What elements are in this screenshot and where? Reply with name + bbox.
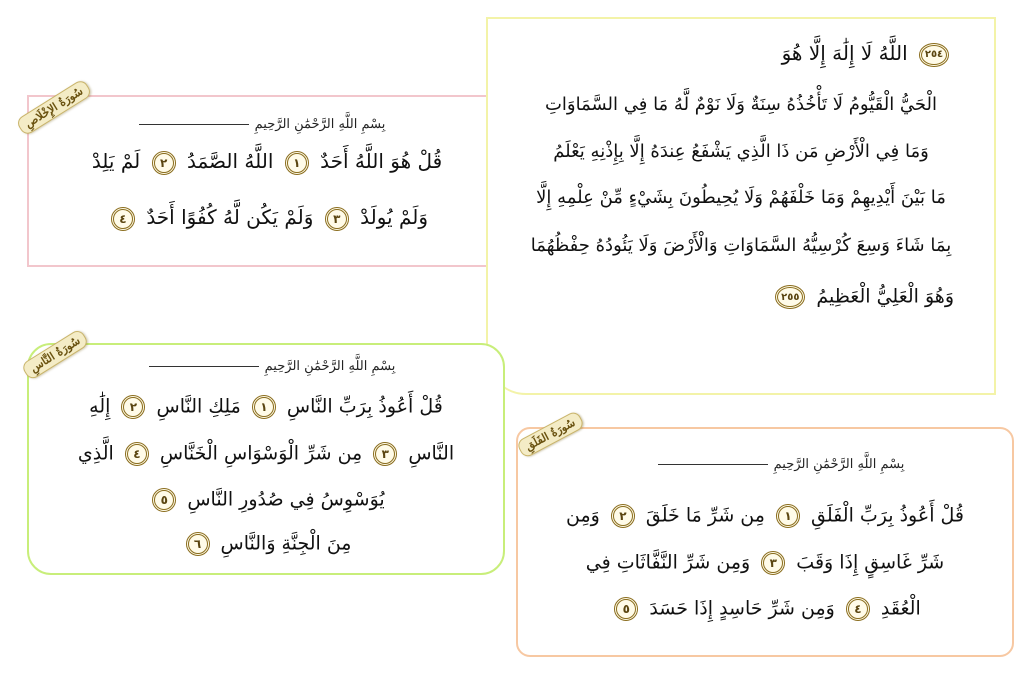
ayah-number-marker: ٣ (761, 551, 785, 575)
ayah-number-marker: ٥ (614, 597, 638, 621)
ikhlas-title-tag: سُورَةُ الإِخْلَاصِ (15, 78, 93, 136)
kursi-line-2: الْحَيُّ الْقَيُّومُ لَا تَأْخُذُهُ سِنَةٌ وَلَا نَوْمٌ لَّهُ مَا فِي السَّمَاوَاتِ (544, 94, 938, 115)
kursi-card (486, 17, 996, 395)
falaq-basmala: بِسْمِ اللَّهِ الرَّحْمَٰنِ الرَّحِيمِ (628, 457, 928, 472)
nas-line-3 (29, 488, 503, 512)
ayah-text: وَلَمْ يَكُن لَّهُ كُفُوًا أَحَدٌ (146, 205, 314, 229)
ayah-text: مَلِكِ النَّاسِ (156, 395, 241, 418)
ayah-text: وَمِن شَرِّ حَاسِدٍ إِذَا حَسَدَ (649, 597, 835, 620)
kursi-line-5: بِمَا شَاءَ وَسِعَ كُرْسِيُّهُ السَّمَاوَاتِ وَالْأَرْضَ وَلَا يَئُودُهُ حِفْظُهُمَا (530, 235, 952, 256)
kursi-line-3: وَمَا فِي الْأَرْضِ مَن ذَا الَّذِي يَشْفَعُ عِندَهُ إِلَّا بِإِذْنِهِ يَعْلَمُ (553, 141, 929, 162)
ayah-text: قُلْ هُوَ اللَّهُ أَحَدٌ (320, 149, 443, 173)
ayah-text: النَّاسِ (408, 442, 455, 465)
ayah-text: يُوَسْوِسُ فِي صُدُورِ النَّاسِ (187, 488, 385, 511)
kursi-line-4: مَا بَيْنَ أَيْدِيهِمْ وَمَا خَلْفَهُمْ وَلَا يُحِيطُونَ بِشَيْءٍ مِّنْ عِلْمِهِ إِلَّا (536, 187, 946, 208)
ayah-number-marker: ٤ (111, 207, 135, 231)
ikhlas-line-1 (29, 149, 505, 175)
ayah-number-marker: ١ (285, 151, 309, 175)
ayah-text: شَرِّ غَاسِقٍ إِذَا وَقَبَ (796, 551, 945, 574)
ayah-text: مِنَ الْجِنَّةِ وَالنَّاسِ (220, 532, 352, 555)
ayah-text: اللَّهُ لَا إِلَٰهَ إِلَّا هُوَ (781, 41, 908, 65)
ayah-text: قُلْ أَعُوذُ بِرَبِّ النَّاسِ (286, 395, 443, 418)
falaq-card (516, 427, 1014, 657)
ayah-text: اللَّهُ الصَّمَدُ (186, 149, 274, 173)
ayah-text: وَمِن شَرِّ النَّفَّاثَاتِ فِي (585, 551, 751, 574)
ayah-text: وَهُوَ الْعَلِيُّ الْعَظِيمُ (816, 285, 954, 308)
ayah-number-marker: ٢ (611, 504, 635, 528)
ayah-number-marker: ٢٥٤ (919, 43, 949, 67)
ikhlas-line-2 (29, 205, 505, 231)
falaq-line-1 (518, 504, 1012, 528)
ayah-number-marker: ١ (776, 504, 800, 528)
ayah-text: الْعُقَدِ (880, 597, 921, 620)
nas-basmala: بِسْمِ اللَّهِ الرَّحْمَٰنِ الرَّحِيمِ (119, 359, 419, 374)
ayah-text: قُلْ أَعُوذُ بِرَبِّ الْفَلَقِ (811, 504, 964, 527)
ayah-text: مِن شَرِّ الْوَسْوَاسِ الْخَنَّاسِ (159, 442, 363, 465)
ikhlas-basmala: بِسْمِ اللَّهِ الرَّحْمَٰنِ الرَّحِيمِ (109, 117, 409, 132)
nas-card (27, 343, 505, 575)
ikhlas-card (27, 95, 507, 267)
ayah-text: إِلَٰهِ (89, 395, 111, 418)
ayah-number-marker: ٢ (121, 395, 145, 419)
falaq-title-tag: سُورَةُ الفَلَقِ (516, 410, 585, 459)
falaq-line-3 (518, 597, 1012, 621)
ayah-text: وَلَمْ يُولَدْ (360, 205, 429, 229)
nas-line-4 (29, 532, 503, 556)
ayah-number-marker: ٣ (373, 442, 397, 466)
ayah-number-marker: ١ (252, 395, 276, 419)
ayah-number-marker: ٣ (325, 207, 349, 231)
ayah-number-marker: ٢ (152, 151, 176, 175)
ayah-text: وَمِن (566, 504, 600, 527)
nas-line-2 (29, 442, 503, 466)
nas-title-tag: سُورَةُ النَّاسِ (20, 328, 90, 381)
ayah-number-marker: ٥ (152, 488, 176, 512)
ayah-number-marker: ٢٥٥ (775, 285, 805, 309)
kursi-line-1 (488, 41, 994, 67)
ayah-number-marker: ٤ (125, 442, 149, 466)
kursi-line-6 (488, 285, 994, 309)
falaq-line-2 (518, 551, 1012, 575)
ayah-text: لَمْ يَلِدْ (91, 149, 141, 173)
ayah-text: الَّذِي (77, 442, 114, 465)
ayah-number-marker: ٦ (186, 532, 210, 556)
nas-line-1 (29, 395, 503, 419)
ayah-number-marker: ٤ (846, 597, 870, 621)
ayah-text: مِن شَرِّ مَا خَلَقَ (645, 504, 765, 527)
